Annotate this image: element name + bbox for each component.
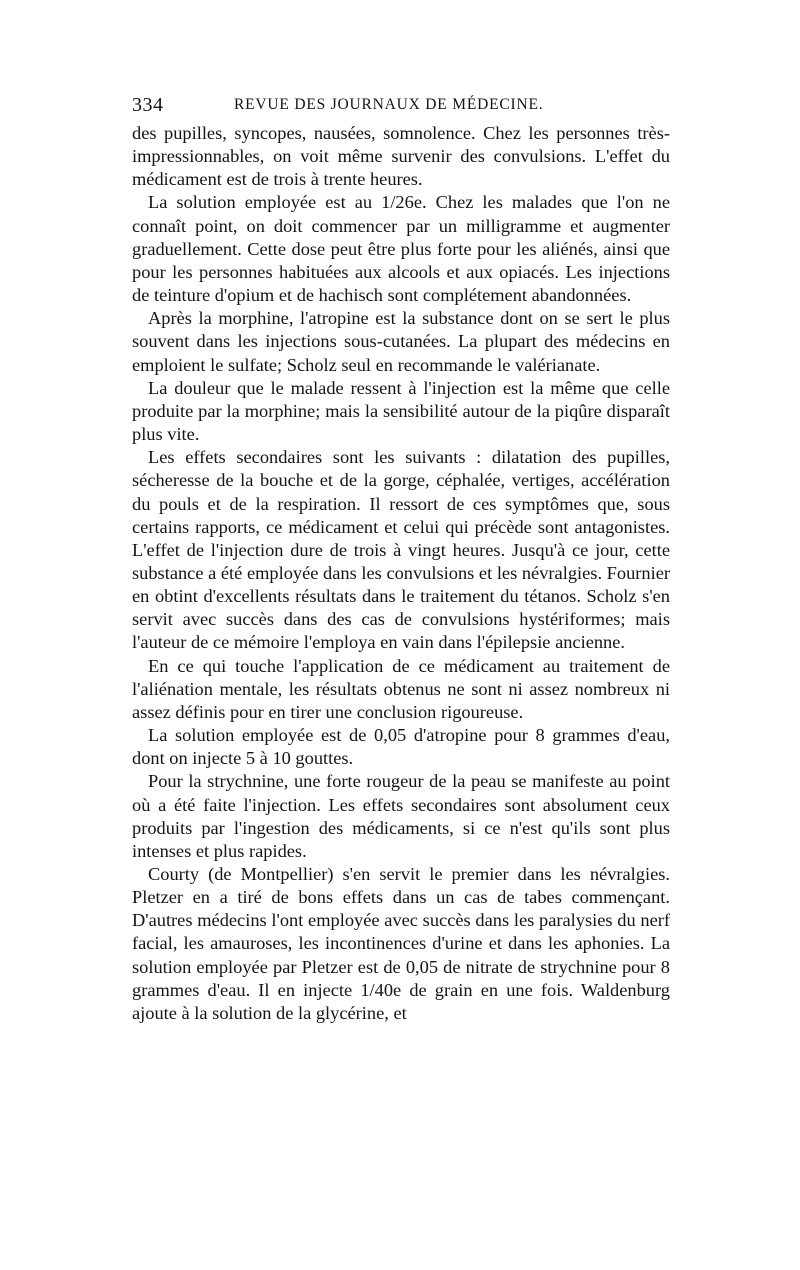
paragraph-solution-atropine: La solution employée est de 0,05 d'atropine pour 8 grammes d'eau, dont on injecte 5 à 10 gouttes. [132,725,670,769]
paragraph-atropine: Après la morphine, l'atropine est la substance dont on se sert le plus souvent dans les injections sous-cutanées. La plupart des médecins en emploient le sulfate; Scholz seul en recommande le valérianate. [132,308,670,375]
paragraph-effets-secondaires: Les effets secondaires sont les suivants : dilatation des pupilles, sécheresse de la bouche et de la gorge, céphalée, vertiges, accélération du pouls et de la respiration. Il ressort de ces symptômes que, sous certains rapports, ce médicament et celui qui précède sont antagonistes. L'effet de l'injection dure de trois à vingt heures. Jusqu'à ce jour, cette substance a été employée dans les convulsions et les névralgies. Fournier en obtint d'excellents résultats dans le traitement du tétanos. Scholz s'en servit avec succès dans des cas de convulsions hystériformes; mais l'auteur de ce mémoire l'employa en vain dans l'épilepsie ancienne. [132,447,670,653]
paragraph-alienation: En ce qui touche l'application de ce médicament au traitement de l'aliénation mentale, les résultats obtenus ne sont ni assez nombreux ni assez définis pour en tirer une conclusion rigoureuse. [132,655,670,722]
page-number: 334 [132,94,164,116]
paragraph-douleur: La douleur que le malade ressent à l'injection est la même que celle produite par la morphine; mais la sensibilité autour de la piqûre disparaît plus vite. [132,377,670,445]
running-title: REVUE DES JOURNAUX DE MÉDECINE. [234,96,544,113]
document-page [132,88,670,1025]
paragraph-strychnine: Pour la strychnine, une forte rougeur de la peau se manifeste au point où a été faite l'injection. Les effets secondaires sont absolument ceux produits par l'ingestion des médicaments, si ce n'est qu'ils sont plus intenses et plus rapides. [132,771,670,861]
paragraph-solution-morphine: La solution employée est au 1/26e. Chez les malades que l'on ne connaît point, on doit commencer par un milligramme et augmenter graduellement. Cette dose peut être plus forte pour les aliénés, ainsi que pour les personnes habituées aux alcools et aux opiacés. Les injections de teinture d'opium et de hachisch sont complétement abandonnées. [132,192,670,306]
body-text [132,122,670,1025]
running-header [132,88,670,122]
paragraph-continued: des pupilles, syncopes, nausées, somnolence. Chez les personnes très-impressionnables, on voit même survenir des convulsions. L'effet du médicament est de trois à trente heures. [132,123,670,190]
paragraph-courty: Courty (de Montpellier) s'en servit le premier dans les névralgies. Pletzer en a tiré de bons effets dans un cas de tabes commençant. D'autres médecins l'ont employée avec succès dans les paralysies du nerf facial, les amauroses, les incontinences d'urine et dans les aphonies. La solution employée par Pletzer est de 0,05 de nitrate de strychnine pour 8 grammes d'eau. Il en injecte 1/40e de grain en une fois. Waldenburg ajoute à la solution de la glycérine, et [132,864,670,1023]
